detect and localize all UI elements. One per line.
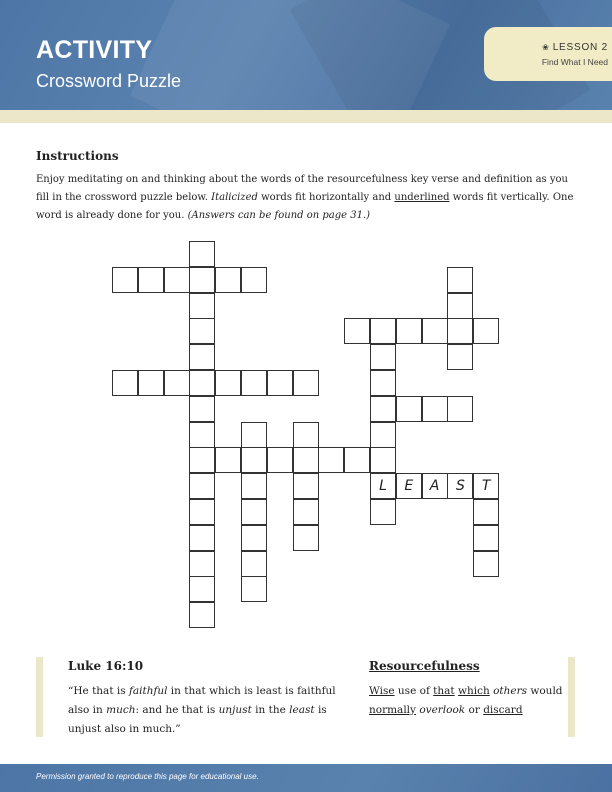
crossword-cell[interactable] [189, 447, 215, 473]
crossword-cell[interactable] [215, 267, 241, 293]
crossword-cell[interactable] [447, 344, 473, 370]
crossword-cell[interactable] [447, 396, 473, 422]
crossword-cell[interactable] [473, 551, 499, 577]
crossword-cell[interactable] [447, 293, 473, 319]
verse-reference: Luke 16:10 [68, 659, 144, 673]
crossword-cell-filled[interactable]: S [447, 473, 473, 499]
crossword-cell-filled[interactable]: T [473, 473, 499, 499]
crossword-cell[interactable] [215, 370, 241, 396]
crossword-cell[interactable] [164, 370, 190, 396]
instructions-text: Enjoy meditating on and thinking about the words of the resourcefulness key verse and definition as you fill in the crossword puzzle below. Italicized words fit horizontally and underlined words fit vertically. One word is already done for you. (Answers can be found on page 31.) [36, 174, 574, 221]
crossword-cell[interactable] [241, 267, 267, 293]
crossword-cell[interactable] [189, 370, 215, 396]
crossword-cell[interactable] [189, 293, 215, 319]
crossword-cell[interactable] [189, 267, 215, 293]
crossword-cell[interactable] [447, 318, 473, 344]
definition-accent-bar [568, 657, 575, 737]
crossword-cell[interactable] [112, 267, 138, 293]
crossword-cell[interactable] [370, 370, 396, 396]
crossword-cell[interactable] [473, 499, 499, 525]
crossword-cell[interactable] [370, 318, 396, 344]
crossword-cell[interactable] [370, 499, 396, 525]
crossword-cell[interactable] [293, 473, 319, 499]
crossword-cell[interactable] [370, 422, 396, 448]
crossword-cell-filled[interactable]: A [422, 473, 448, 499]
crossword-cell[interactable] [267, 447, 293, 473]
crossword-cell[interactable] [344, 447, 370, 473]
crossword-cell[interactable] [241, 422, 267, 448]
leaf-icon: ❀ [542, 43, 550, 52]
verse-accent-bar [36, 657, 43, 737]
definition-heading: Resourcefulness [369, 659, 480, 673]
crossword-cell[interactable] [473, 525, 499, 551]
instructions-heading: Instructions [36, 149, 119, 163]
crossword-cell[interactable] [370, 447, 396, 473]
crossword-cell[interactable] [138, 267, 164, 293]
crossword-cell[interactable] [447, 267, 473, 293]
crossword-cell[interactable] [241, 499, 267, 525]
crossword-cell[interactable] [370, 396, 396, 422]
crossword-cell[interactable] [318, 447, 344, 473]
crossword-cell[interactable] [241, 551, 267, 577]
crossword-cell[interactable] [112, 370, 138, 396]
crossword-cell[interactable] [189, 525, 215, 551]
crossword-cell[interactable] [189, 241, 215, 267]
page-title: ACTIVITY [36, 36, 153, 64]
crossword-cell[interactable] [422, 396, 448, 422]
crossword-cell[interactable] [344, 318, 370, 344]
crossword-cell[interactable] [241, 447, 267, 473]
verse-text: “He that is faithful in that which is least is faithful also in much: and he that is unjust in the least is unjust also in much.” [68, 685, 336, 735]
crossword-cell[interactable] [164, 267, 190, 293]
crossword-cell[interactable] [189, 318, 215, 344]
crossword-cell-filled[interactable]: E [396, 473, 422, 499]
crossword-cell[interactable] [241, 370, 267, 396]
lesson-name: Find What I Need [541, 57, 608, 67]
crossword-cell[interactable] [396, 396, 422, 422]
crossword-cell[interactable] [370, 344, 396, 370]
crossword-cell[interactable] [396, 318, 422, 344]
crossword-cell[interactable] [241, 576, 267, 602]
page-subtitle: Crossword Puzzle [36, 71, 182, 91]
crossword-cell[interactable] [293, 422, 319, 448]
crossword-cell[interactable] [189, 499, 215, 525]
crossword-cell[interactable] [267, 370, 293, 396]
crossword-cell[interactable] [189, 344, 215, 370]
definition-text: Wise use of that which others would normally overlook or discard [369, 685, 563, 716]
crossword-cell[interactable] [189, 473, 215, 499]
crossword-cell[interactable] [422, 318, 448, 344]
crossword-cell[interactable] [241, 525, 267, 551]
crossword-cell[interactable] [189, 576, 215, 602]
crossword-cell[interactable] [293, 370, 319, 396]
crossword-cell[interactable] [138, 370, 164, 396]
crossword-cell[interactable] [473, 318, 499, 344]
crossword-cell-filled[interactable]: L [370, 473, 396, 499]
crossword-cell[interactable] [293, 525, 319, 551]
crossword-cell[interactable] [293, 499, 319, 525]
crossword-cell[interactable] [189, 602, 215, 628]
crossword-cell[interactable] [189, 396, 215, 422]
crossword-cell[interactable] [189, 422, 215, 448]
crossword-cell[interactable] [215, 447, 241, 473]
lesson-number: LESSON 2 [552, 42, 608, 53]
crossword-cell[interactable] [189, 551, 215, 577]
header-band [0, 110, 612, 123]
permission-note: Permission granted to reproduce this page for educational use. [36, 772, 259, 781]
lesson-tab [484, 27, 612, 81]
page-footer [0, 764, 612, 792]
crossword-cell[interactable] [241, 473, 267, 499]
crossword-cell[interactable] [293, 447, 319, 473]
